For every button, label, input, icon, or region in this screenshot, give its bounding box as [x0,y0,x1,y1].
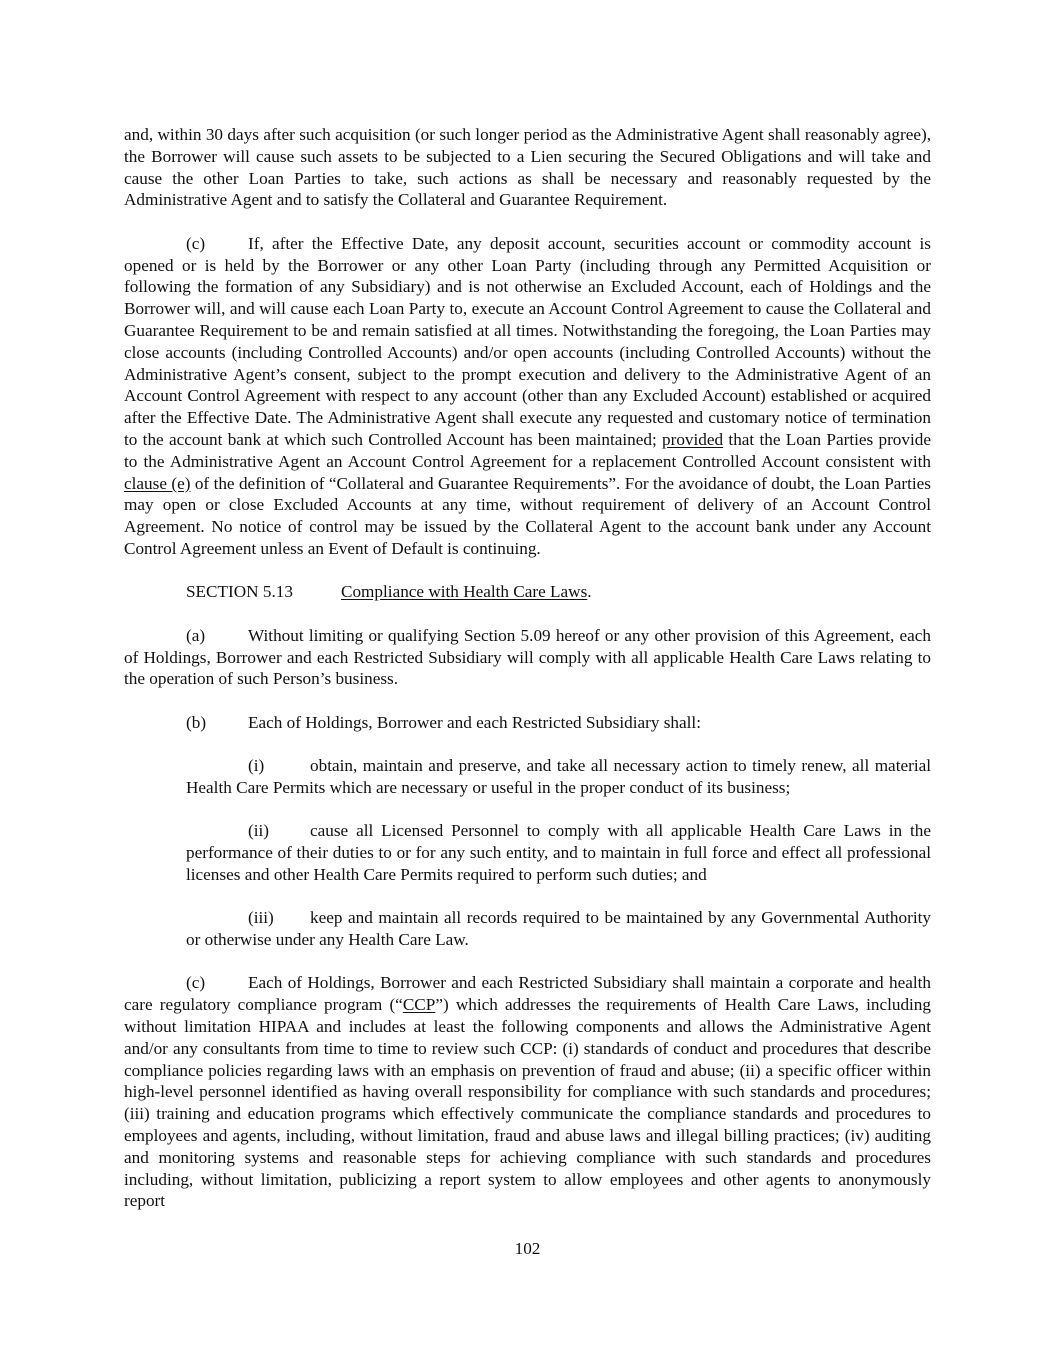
paragraph-text: cause all Licensed Personnel to comply with all applicable Health Care Laws in the performance of their duties to or for any such entity, and to maintain in full force and effect all professional licenses and other Health Care Permits required to perform such duties; and [186,821,931,884]
paragraph-text: Each of Holdings, Borrower and each Restricted Subsidiary shall: [248,712,701,732]
paragraph-label: (ii) [248,821,269,841]
page-number: 102 [514,1239,541,1258]
paragraph-b-ii [186,820,931,885]
paragraph-label: (b) [186,712,207,732]
paragraph-text: Without limiting or qualifying Section 5.09 hereof or any other provision of this Agreement, each of Holdings, Borrower and each Restricted Subsidiary will comply with all applicable Health Care Laws relating to the operation of such Person’s business. [124,625,931,689]
underlined-term-ccp: CCP [402,995,436,1015]
paragraph-c-compliance [124,972,931,1212]
paragraph-label: (a) [186,625,206,645]
section-title: Compliance with Health Care Laws [341,582,588,602]
paragraph-label: (c) [186,233,206,253]
paragraph-b-i [186,755,931,799]
underlined-term-provided: provided [662,429,724,449]
section-number: SECTION 5.13 [186,582,293,602]
document-page [124,124,931,1234]
paragraph-label: (i) [248,756,265,776]
section-title-suffix: . [587,582,592,602]
paragraph-b [124,712,931,734]
paragraph-b-iii [186,907,931,951]
paragraph-text: that the Loan Parties provide to the Administrative Agent an Account Control Agreement for a replacement Controlled Account consistent with [124,429,931,471]
paragraph-text: ”) which addresses the requirements of Health Care Laws, including without limitation HIPAA and includes at least the following components and allows the Administrative Agent and/or any consultants from time to time to review such CCP: (i) standards of conduct and procedures that describe compliance policies regarding laws with an emphasis on prevention of fraud and abuse; (ii) a specific officer within high-level personnel identified as having overall responsibility for compliance with such standards and procedures; (iii) training and education programs which effectively communicate the compliance standards and procedures to employees and agents, including, without limitation, fraud and abuse laws and illegal billing practices; (iv) auditing and monitoring systems and reasonable steps for achieving compliance with such standards and procedures including, without limitation, publicizing a report system to allow employees and other agents to anonymously report [124,995,931,1211]
paragraph-text: keep and maintain all records required to be maintained by any Governmental Authority or otherwise under any Health Care Law. [186,908,931,950]
paragraph-text: If, after the Effective Date, any deposit account, securities account or commodity account is opened or is held by the Borrower or any other Loan Party (including through any Permitted Acquisition or following the formation of any Subsidiary) and is not otherwise an Excluded Account, each of Holdings and the Borrower will, and will cause each Loan Party to, execute an Account Control Agreement to cause the Collateral and Guarantee Requirement to be and remain satisfied at all times. Notwithstanding the foregoing, the Loan Parties may close accounts (including Controlled Accounts) and/or open accounts (including Controlled Accounts) without the Administrative Agent’s consent, subject to the prompt execution and delivery to the Administrative Agent of an Account Control Agreement with respect to any account (other than any Excluded Account) established or acquired after the Effective Date. The Administrative Agent shall execute any requested and customary notice of termination to the account bank at which such Controlled Account has been maintained; [124,233,931,449]
underlined-reference-clause-e: clause (e) [124,473,191,493]
paragraph-text: Each of Holdings, Borrower and each Restricted Subsidiary shall maintain a corporate and health care regulatory compliance program (“ [124,973,931,1015]
paragraph-text: obtain, maintain and preserve, and take all necessary action to timely renew, all material Health Care Permits which are necessary or useful in the proper conduct of its business; [186,756,931,797]
paragraph-a [124,625,931,690]
paragraph-continuation: and, within 30 days after such acquisition (or such longer period as the Administrative Agent shall reasonably agree), the Borrower will cause such assets to be subjected to a Lien securing the Secured Obligations and will take and cause the other Loan Parties to take, such actions as shall be necessary and reasonably requested by the Administrative Agent and to satisfy the Collateral and Guarantee Requirement. [124,125,931,210]
paragraph-c-accounts [124,233,931,560]
paragraph-label: (iii) [248,908,274,928]
paragraph-text: of the definition of “Collateral and Guarantee Requirements”. For the avoidance of doubt, the Loan Parties may open or close Excluded Accounts at any time, without requirement of delivery of an Account Control Agreement. No notice of control may be issued by the Collateral Agent to the account bank under any Account Control Agreement unless an Event of Default is continuing. [124,473,931,558]
section-heading [124,581,931,603]
paragraph-label: (c) [186,973,206,993]
